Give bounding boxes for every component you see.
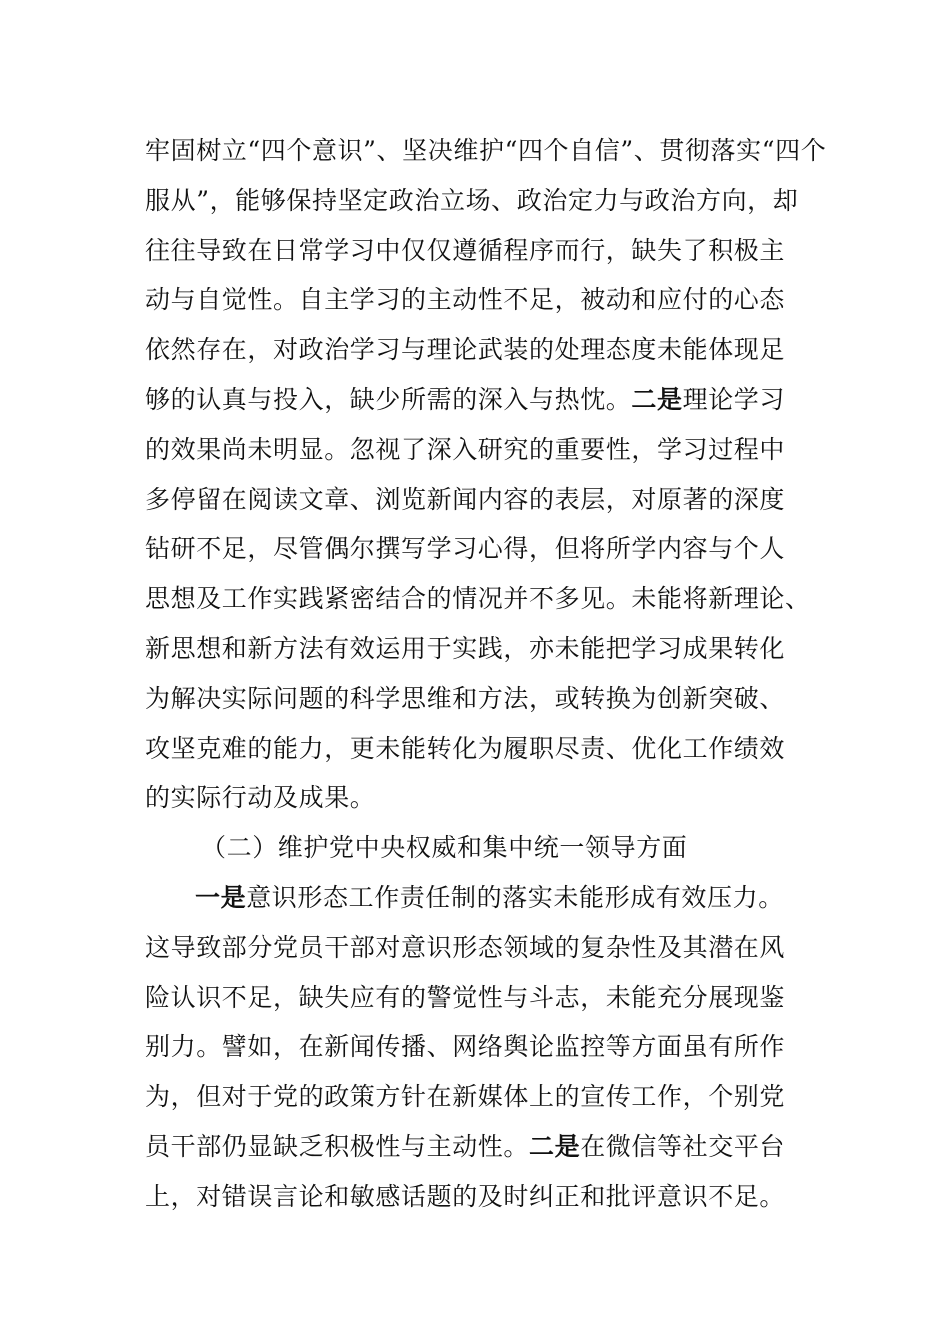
bold-marker: 一是 — [195, 882, 247, 912]
text-segment: 理论学习 — [682, 384, 786, 414]
text-line: 服从”，能够保持坚定政治立场、政治定力与政治方向，却 — [145, 185, 799, 215]
text-line: 牢固树立“四个意识”、坚决维护“四个自信”、贯彻落实“四个 — [145, 136, 827, 165]
bold-marker: 二是 — [529, 1131, 581, 1161]
text-line — [145, 1122, 805, 1172]
text-line: 往往导致在日常学习中仅仅遵循程序而行，缺失了积极主 — [145, 235, 786, 265]
text-line: 依然存在，对政治学习与理论武装的处理态度未能体现足 — [145, 335, 786, 365]
text-line: 上，对错误言论和敏感话题的及时纠正和批评意识不足。 — [145, 1181, 786, 1211]
text-line: 的实际行动及成果。 — [145, 783, 376, 813]
text-segment: 在微信等社交平台 — [580, 1131, 786, 1161]
text-segment: 员干部仍显缺乏积极性与主动性。 — [145, 1131, 530, 1161]
text-line: 这导致部分党员干部对意识形态领域的复杂性及其潜在风 — [145, 932, 786, 962]
text-segment: 够的认真与投入，缺少所需的深入与热忱。 — [145, 384, 632, 414]
text-line — [145, 375, 805, 425]
text-line: 别力。譬如，在新闻传播、网络舆论监控等方面虽有所作 — [145, 1032, 786, 1062]
text-line: 思想及工作实践紧密结合的情况并不多见。未能将新理论、 — [145, 584, 811, 614]
text-line: 为解决实际问题的科学思维和方法，或转换为创新突破、 — [145, 683, 786, 713]
text-line — [145, 873, 805, 923]
bold-marker: 二是 — [631, 384, 683, 414]
text-line: 钻研不足，尽管偶尔撰写学习心得，但将所学内容与个人 — [145, 534, 786, 564]
section-heading: （二）维护党中央权威和集中统一领导方面 — [201, 833, 688, 863]
body-text — [145, 126, 827, 1222]
text-line: 新思想和新方法有效运用于实践，亦未能把学习成果转化 — [145, 633, 786, 663]
text-line: 险认识不足，缺失应有的警觉性与斗志，未能充分展现鉴 — [145, 982, 786, 1012]
text-line: 为，但对于党的政策方针在新媒体上的宣传工作，个别党 — [145, 1082, 786, 1112]
text-line: 的效果尚未明显。忽视了深入研究的重要性，学习过程中 — [145, 434, 786, 464]
text-line: 动与自觉性。自主学习的主动性不足，被动和应付的心态 — [145, 285, 786, 315]
text-line: 多停留在阅读文章、浏览新闻内容的表层，对原著的深度 — [145, 484, 786, 514]
text-line: 攻坚克难的能力，更未能转化为履职尽责、优化工作绩效 — [145, 733, 786, 763]
text-segment: 意识形态工作责任制的落实未能形成有效压力。 — [246, 882, 784, 912]
